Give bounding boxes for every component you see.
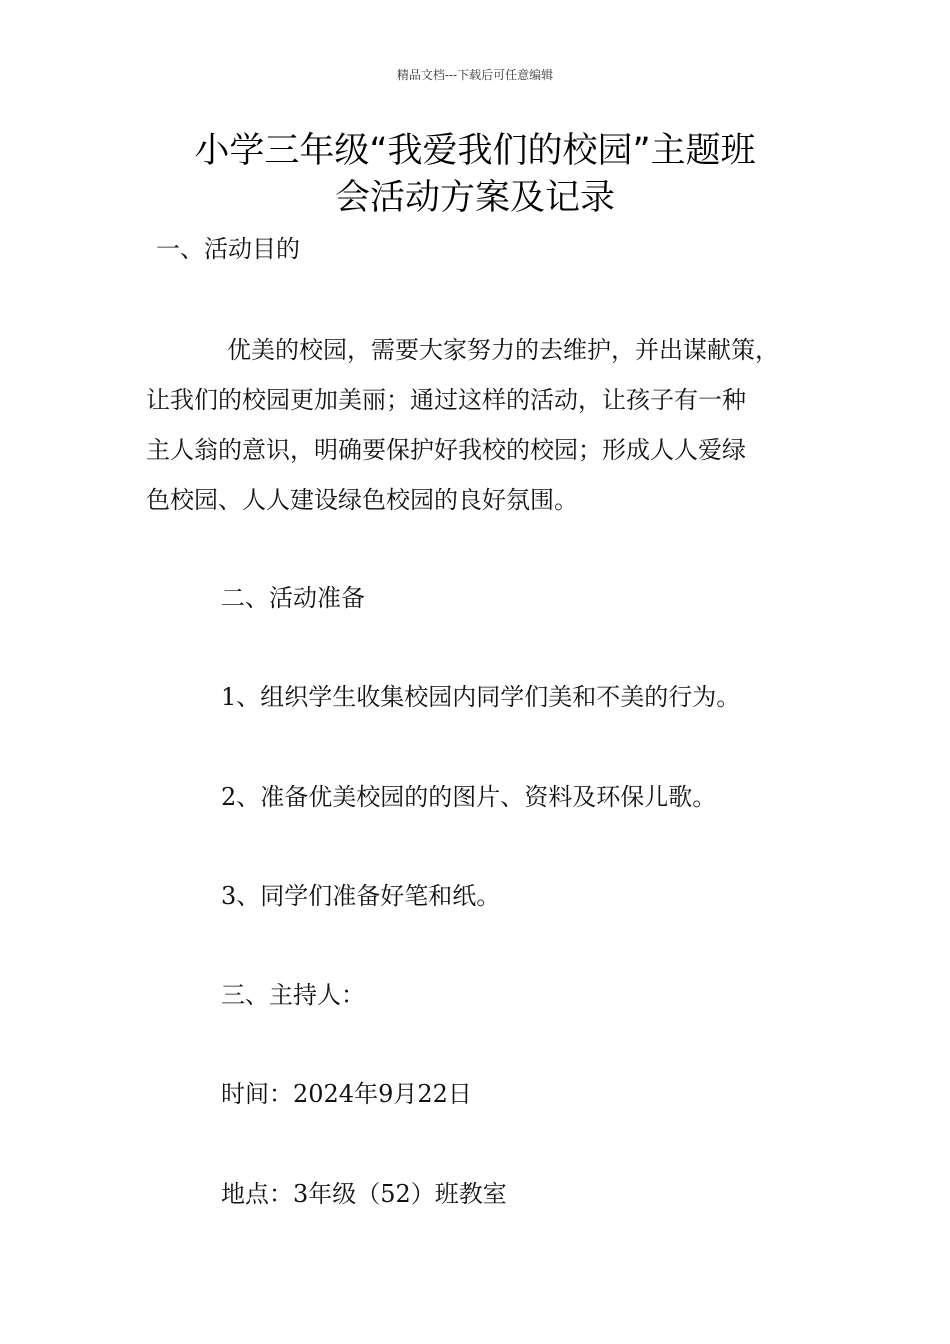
purpose-line: 主人翁的意识，明确要保护好我校的校园；形成人人爱绿 <box>146 436 746 464</box>
purpose-paragraph <box>146 325 826 525</box>
purpose-heading: 一、活动目的 <box>156 235 300 263</box>
time-line: 时间：2024年9月22日 <box>221 1080 472 1108</box>
prep-item: 3、同学们准备好笔和纸。 <box>221 882 501 910</box>
prep-item: 2、准备优美校园的的图片、资料及环保儿歌。 <box>221 783 717 811</box>
purpose-line: 色校园、人人建设绿色校园的良好氛围。 <box>146 486 578 514</box>
prep-heading: 二、活动准备 <box>221 584 365 612</box>
purpose-line: 让我们的校园更加美丽；通过这样的活动，让孩子有一种 <box>146 386 746 414</box>
header-note: 精品文档---下载后可任意编辑 <box>396 68 554 82</box>
place-line: 地点：3年级（52）班教室 <box>221 1180 507 1208</box>
title-line-2: 会活动方案及记录 <box>334 178 615 218</box>
purpose-line: 优美的校园，需要大家努力的去维护，并出谋献策， <box>227 336 779 364</box>
prep-item: 1、组织学生收集校园内同学们美和不美的行为。 <box>221 683 741 711</box>
document-title <box>100 128 850 222</box>
host-heading: 三、主持人： <box>221 981 365 1009</box>
title-line-1: 小学三年级“我爱我们的校园”主题班 <box>194 131 756 171</box>
